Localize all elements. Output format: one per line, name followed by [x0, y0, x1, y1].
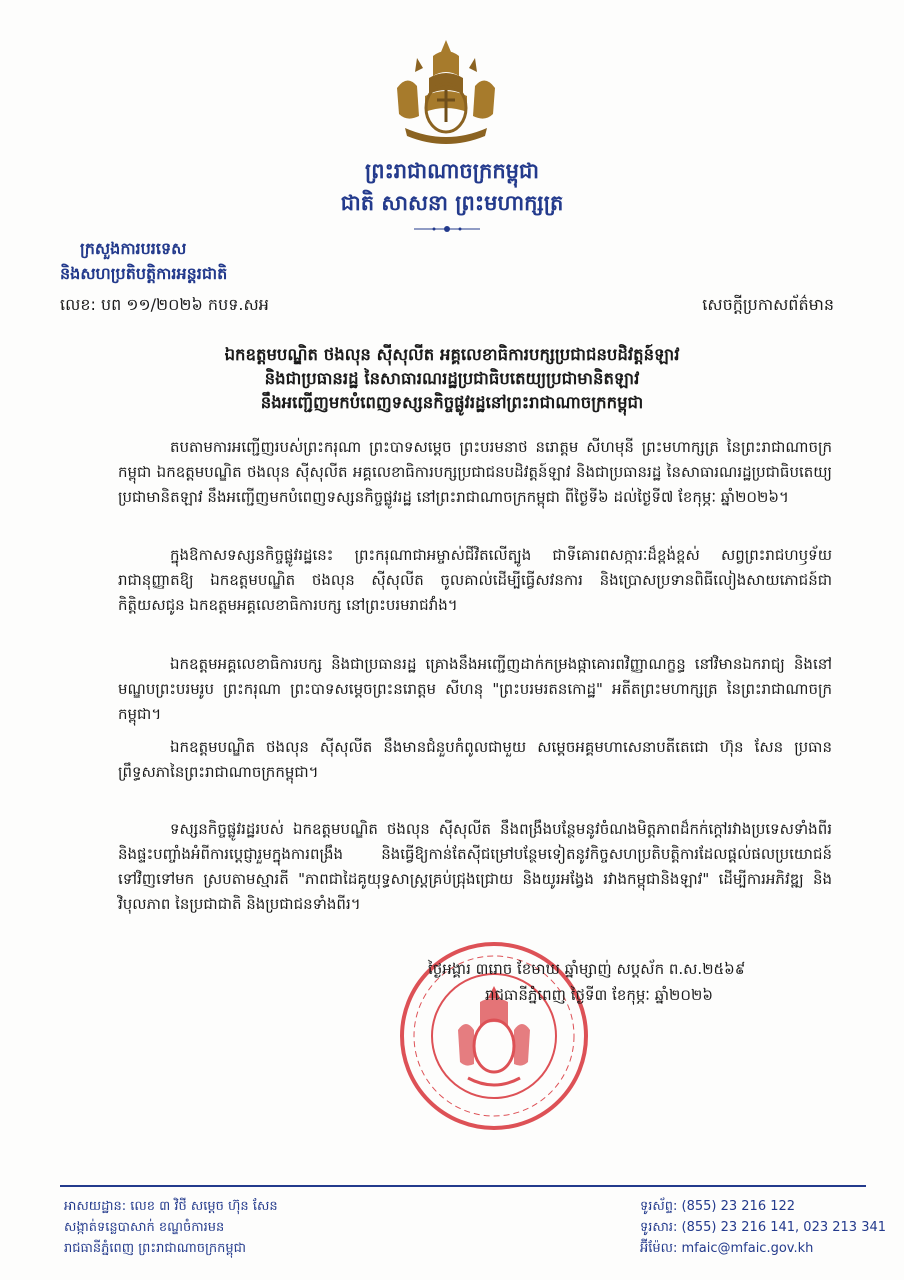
body-paragraph: ឯកឧត្តមអគ្គលេខាធិការបក្ស និងជាប្រធានរដ្ឋ គ្រោងនឹងអញ្ជើញដាក់កម្រងផ្កាគោរពវិញ្ញាណក្ខន្ធ នៅវិមានឯករាជ្យ និងនៅមណ្ឌបព្រះបរមរូប ព្រះករុណា ព្រះបាទសម្តេចព្រះនរោត្តម សីហនុ "ព្រះបរមរតនកោដ្ឋ" អតីតព្រះមហាក្សត្រ នៃព្រះរាជាណាចក្រកម្ពុជា។: [118, 655, 832, 723]
footer-divider: [60, 1185, 866, 1187]
footer-address: [64, 1196, 278, 1259]
national-motto: ជាតិ សាសនា ព្រះមហាក្សត្រ: [340, 191, 564, 215]
reference-number: លេខ: បព ១១/២០២៦ កបទ.សអ: [60, 295, 269, 314]
document-type: សេចក្តីប្រកាសព័ត៌មាន: [702, 295, 834, 314]
headline-line: និងជាប្រធានរដ្ឋ នៃសាធារណរដ្ឋប្រជាធិបតេយ្យប្រជាមានិតឡាវ: [264, 369, 640, 388]
headline-line: ឯកឧត្តមបណ្ឌិត ថងលុន ស៊ីសុលីត អគ្គលេខាធិការបក្សប្រជាជនបដិវត្តន៍ឡាវ: [224, 345, 680, 364]
phone-number: ទូរស័ព្ទ: (855) 23 216 122: [640, 1199, 796, 1214]
royal-coat-of-arms-emblem: [387, 38, 505, 148]
footer-contacts: [640, 1196, 886, 1259]
body-paragraph: ឯកឧត្តមបណ្ឌិត ថងលុន ស៊ីសុលីត នឹងមានជំនួបកំពូលជាមួយ សម្តេចអគ្គមហាសេនាបតីតេជោ ហ៊ុន សែន ប្រធានព្រឹទ្ធសភានៃព្រះរាជាណាចក្រកម្ពុជា។: [118, 738, 832, 781]
fax-number: ទូរសារ: (855) 23 216 141, 023 213 341: [640, 1220, 887, 1235]
ornament-divider: [412, 224, 482, 234]
body-paragraph: តបតាមការអញ្ជើញរបស់ព្រះករុណា ព្រះបាទសម្តេច ព្រះបរមនាថ នរោត្តម សីហមុនី ព្រះមហាក្សត្រ នៃព្រះរាជាណាចក្រកម្ពុជា ឯកឧត្តមបណ្ឌិត ថងលុន ស៊ីសុលីត អគ្គលេខាធិការបក្សប្រជាជនបដិវត្តន៍ឡាវ និងជាប្រធានរដ្ឋ នៃសាធារណរដ្ឋប្រជាធិបតេយ្យប្រជាមានិតឡាវ នឹងអញ្ជើញមកបំពេញទស្សនកិច្ចផ្លូវរដ្ឋ នៅព្រះរាជាណាចក្រកម្ពុជា ពីថ្ងៃទី៦ ដល់ថ្ងៃទី៧ ខែកុម្ភៈ ឆ្នាំ២០២៦។: [118, 438, 832, 506]
place-and-solar-date: រាជធានីភ្នំពេញ ថ្ងៃទី៣ ខែកុម្ភៈ ឆ្នាំ២០២៦: [485, 986, 713, 1004]
headline-line: នឹងអញ្ជើញមកបំពេញទស្សនកិច្ចផ្លូវរដ្ឋនៅព្រះរាជាណាចក្រកម្ពុជា: [260, 393, 644, 412]
lunar-date: ថ្ងៃអង្គារ ៣រោច ខែមាឃ ឆ្នាំម្សាញ់ សប្តស័ក ព.ស.២៥៦៩: [428, 960, 746, 978]
ministry-name-2: និងសហប្រតិបត្តិការអន្តរជាតិ: [60, 264, 228, 283]
address-line: រាជធានីភ្នំពេញ ព្រះរាជាណាចក្រកម្ពុជា: [64, 1241, 246, 1256]
address-line: សង្កាត់ទន្លេបាសាក់ ខណ្ឌចំការមន: [64, 1220, 225, 1235]
body-paragraph: ក្នុងឱកាសទស្សនកិច្ចផ្លូវរដ្ឋនេះ ព្រះករុណាជាអម្ចាស់ជីវិតលើត្បូង ជាទីគោរពសក្ការៈដ៏ខ្ពង់ខ្ពស់ សព្វព្រះរាជហឫទ័យរាជានុញ្ញាតឱ្យ ឯកឧត្តមបណ្ឌិត ថងលុន ស៊ីសុលីត ចូលគាល់ដើម្បីធ្វើសវនការ និងប្រោសប្រទានពិធីលៀងសាយភោជន៍ជាកិត្តិយសជូន ឯកឧត្តមអគ្គលេខាធិការបក្ស នៅព្រះបរមរាជវាំង។: [118, 546, 832, 614]
address-line: អាសយដ្ឋាន: លេខ ៣ វិថី សម្តេច ហ៊ុន សែន: [64, 1199, 278, 1214]
kingdom-name: ព្រះរាជាណាចក្រកម្ពុជា: [364, 159, 539, 183]
body-paragraph: ទស្សនកិច្ចផ្លូវរដ្ឋរបស់ ឯកឧត្តមបណ្ឌិត ថងលុន ស៊ីសុលីត នឹងពង្រឹងបន្ថែមនូវចំណងមិត្តភាពដ៏កក់ក្តៅរវាងប្រទេសទាំងពីរ និងផ្ទះបញ្ចាំងអំពីការប្តេជ្ញារួមក្នុងការពង្រឹង និងធ្វើឱ្យកាន់តែស៊ីជម្រៅបន្ថែមទៀតនូវកិច្ចសហប្រតិបត្តិការដែលផ្តល់ផលប្រយោជន៍ទៅវិញទៅមក ស្របតាមស្មារតី "ភាពជាដៃគូយុទ្ធសាស្ត្រគ្រប់ជ្រុងជ្រោយ និងយូរអង្វែង រវាងកម្ពុជានិងឡាវ" ដើម្បីការអភិវឌ្ឍ និងវិបុលភាព នៃប្រជាជាតិ និងប្រជាជនទាំងពីរ។: [118, 820, 832, 913]
ministry-name: ក្រសួងការបរទេស: [80, 239, 187, 258]
email-address: អ៊ីម៉ែល: mfaic@mfaic.gov.kh: [640, 1241, 814, 1256]
